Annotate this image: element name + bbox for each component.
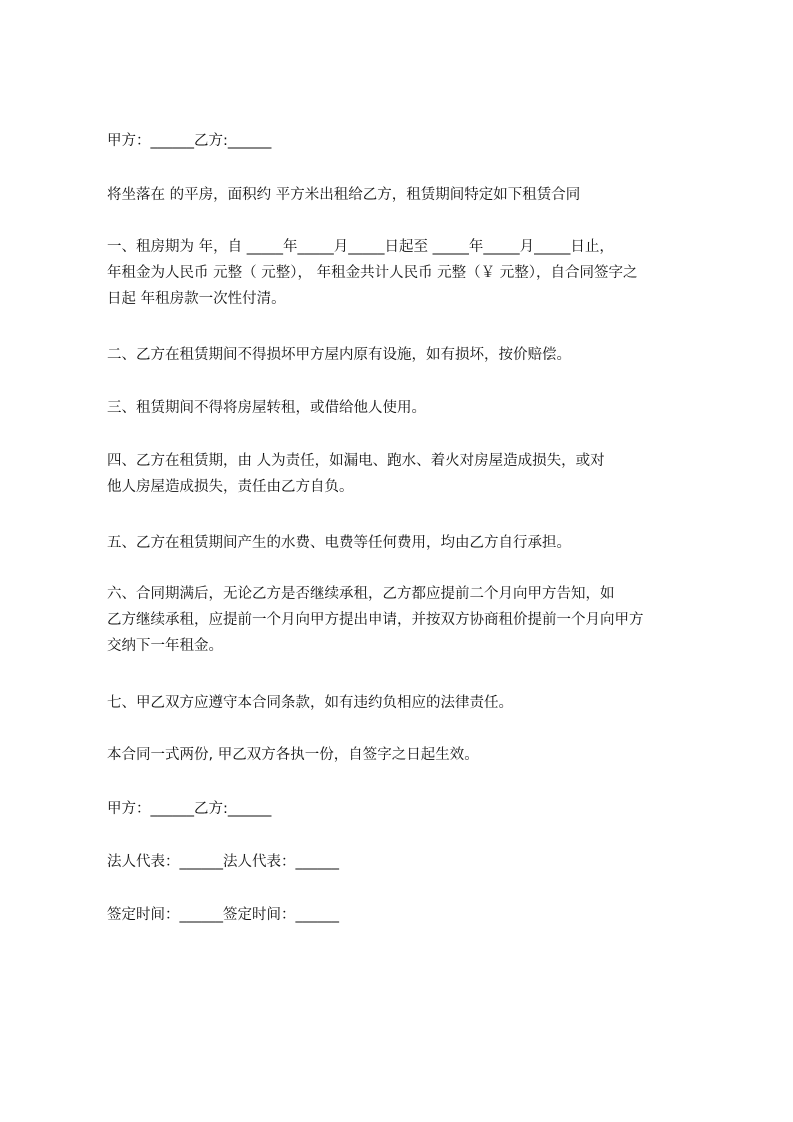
clause-7: 七、甲乙双方应遵守本合同条款，如有违约负相应的法律责任。 xyxy=(107,695,513,711)
clause-4-line: 他人房屋造成损失，责任由乙方自负。 xyxy=(107,479,354,495)
clause-6-line: 乙方继续承租，应提前一个月向甲方提出申请，并按双方协商租价提前一个月向甲方 xyxy=(107,612,644,628)
clause-6 xyxy=(107,581,703,659)
header-parties: 甲方：______乙方:______ xyxy=(107,133,272,149)
clause-2: 二、乙方在租赁期间不得损坏甲方屋内原有设施，如有损坏，按价赔偿。 xyxy=(107,347,571,363)
clause-1-line: 年租金为人民币 元整（ 元整）， 年租金共计人民币 元整（￥ 元整），自合同签字之 xyxy=(107,265,638,281)
clause-1-line: 一、租房期为 年，自 _____年_____月_____日起至 _____年_____月_____日止， xyxy=(107,239,614,255)
footer-parties: 甲方：______乙方:______ xyxy=(107,801,272,817)
footer-legal-representatives: 法人代表：______法人代表：______ xyxy=(107,854,339,870)
clause-5: 五、乙方在租赁期间产生的水费、电费等任何费用，均由乙方自行承担。 xyxy=(107,535,571,551)
clause-1-line: 日起 年租房款一次性付清。 xyxy=(107,291,286,307)
footer-signing-date: 签定时间：______签定时间：______ xyxy=(107,907,339,923)
clause-1 xyxy=(107,234,703,312)
copies-note: 本合同一式两份, 甲乙双方各执一份，自签字之日起生效。 xyxy=(107,747,479,763)
clause-4-line: 四、乙方在租赁期，由 人为责任，如漏电、跑水、着火对房屋造成损失，或对 xyxy=(107,453,605,469)
clause-3: 三、租赁期间不得将房屋转租，或借给他人使用。 xyxy=(107,400,426,416)
clause-4 xyxy=(107,448,703,500)
clause-6-line: 六、合同期满后，无论乙方是否继续承租，乙方都应提前二个月向甲方告知，如 xyxy=(107,586,615,602)
intro-paragraph: 将坐落在 的平房，面积约 平方米出租给乙方，租赁期间特定如下租赁合同 xyxy=(107,187,581,203)
clause-6-line: 交纳下一年租金。 xyxy=(107,638,223,654)
